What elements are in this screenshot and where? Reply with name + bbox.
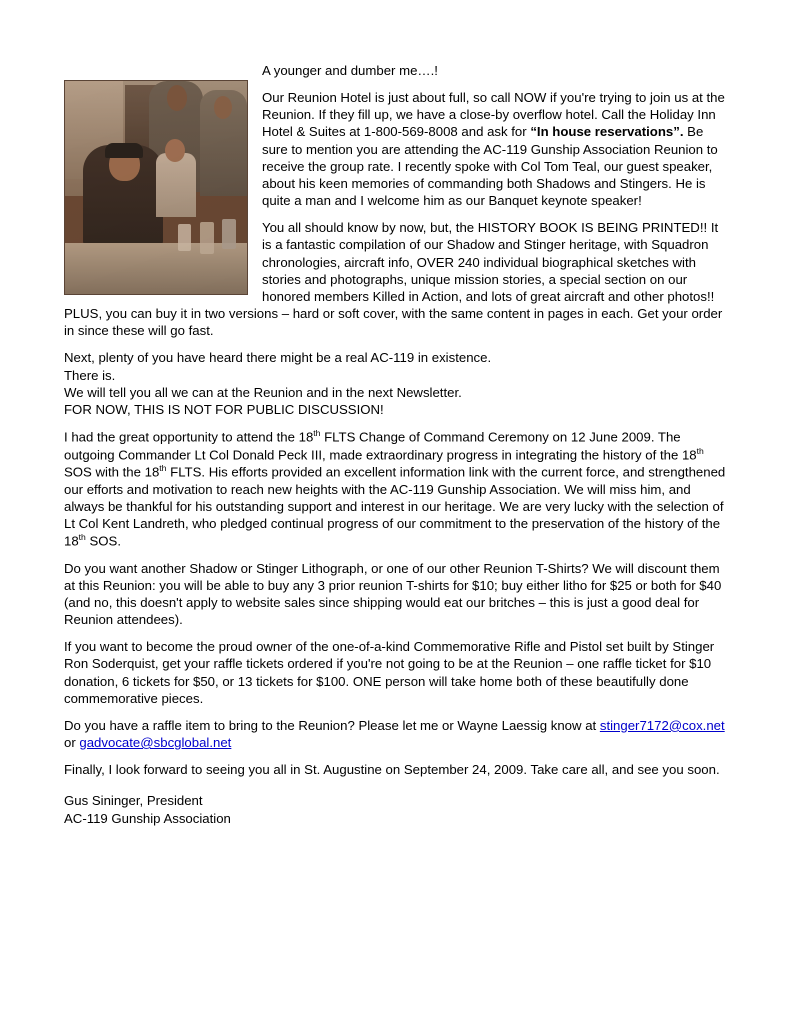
email-link-stinger7172[interactable]: stinger7172@cox.net: [599, 717, 725, 733]
coc-text-c: SOS with the 18: [64, 464, 160, 480]
paragraph-ac119-line3: We will tell you all we can at the Reunion and in the next Newsletter.: [64, 384, 462, 400]
in-house-reservations-bold: “In house reservations”.: [530, 124, 684, 140]
coc-text-d: FLTS. His efforts provided an excellent information link with the current force, and strengthened our efforts and motivation to reach new heights with the AC-119 Gunship Association. We will miss him, and always be thankful for his outstanding support and interest in our heritage. We are very lucky with the selection of Lt Col Kent Landreth, who pledged continual progress of our commitment to the preservation of the history of the 18: [64, 464, 726, 549]
paragraph-ac119-line2: There is.: [64, 367, 116, 383]
signature-name: Gus Sininger, President: [64, 793, 203, 809]
signature-organization: AC-119 Gunship Association: [64, 810, 231, 826]
email-link-gadvocate[interactable]: gadvocate@sbcglobal.net: [79, 735, 232, 751]
paragraph-raffle-rifle-pistol: If you want to become the proud owner of the one-of-a-kind Commemorative Rifle and Pistol set built by Stinger Ron Soderquist, get your raffle tickets ordered if you're not going to be at the Reunion – one raffle ticket for $10 donation, 6 tickets for $50, or 13 tickets for $100. ONE person will take home both of these beautifully done commemorative pieces.: [64, 639, 715, 706]
paragraph-ac119-line4: FOR NOW, THIS IS NOT FOR PUBLIC DISCUSSION!: [64, 401, 384, 417]
ordinal-suffix-1: th: [313, 427, 321, 438]
ordinal-suffix-4: th: [78, 532, 86, 543]
coc-text-a: I had the great opportunity to attend the 18: [64, 429, 314, 445]
email-separator: or: [64, 735, 80, 751]
signature-block: [64, 792, 727, 826]
raffle-item-lead: Do you have a raffle item to bring to the Reunion? Please let me or Wayne Laessig know at: [64, 717, 600, 733]
paragraph-change-of-command: [64, 428, 727, 550]
ordinal-suffix-2: th: [696, 445, 704, 456]
coc-text-b: FLTS Change of Command Ceremony on 12 June 2009. The outgoing Commander Lt Col Donald Peck III, made extraordinary progress in integrating the history of the 18: [64, 429, 697, 462]
hotel-text-part1: Our Reunion Hotel is just about full, so call NOW if you're trying to join us at the Reunion. If they fill up, we have a close-by overflow hotel. Call the Holiday Inn Hotel & Suites at 1-800-569-8008 and ask for: [262, 90, 725, 140]
paragraph-raffle-item: [64, 717, 727, 751]
paragraph-ac119-line1: Next, plenty of you have heard there might be a real AC-119 in existence.: [64, 350, 492, 366]
paragraph-history-book: You all should know by now, but, the HISTORY BOOK IS BEING PRINTED!! It is a fantastic compilation of our Shadow and Stinger heritage, with Squadron chronologies, aircraft info, OVER 240 individual biographical sketches with stories and photographs, unique mission stories, a special section on our honored members Killed in Action, and lots of great aircraft and other photos!! PLUS, you can buy it in two versions – hard or soft cover, with the same content in pages in each. Get your order in since these will go fast.: [64, 220, 723, 339]
photo-color-tint: [65, 81, 247, 294]
ordinal-suffix-3: th: [159, 463, 167, 474]
paragraph-closing: Finally, I look forward to seeing you all in St. Augustine on September 24, 2009. Take care all, and see you soon.: [64, 762, 720, 778]
paragraph-lithograph-tshirts: Do you want another Shadow or Stinger Lithograph, or one of our other Reunion T-Shirts? We will discount them at this Reunion: you will be able to buy any 3 prior reunion T-shirts for $10; buy either litho for $25 or both for $40 (and no, this doesn't apply to website sales since shipping would eat our britches – this is just a good deal for Reunion attendees).: [64, 560, 722, 628]
photo-caption: A younger and dumber me….!: [262, 63, 438, 78]
photo-of-men-at-table: [64, 80, 248, 295]
hotel-text-part2: Be sure to mention you are attending the AC-119 Gunship Association Reunion to receive the group rate. I recently spoke with Col Tom Teal, our guest speaker, about his keen memories of commanding both Shadows and Stingers. He is quite a man and I welcome him as our Banquet keynote speaker!: [262, 124, 718, 209]
coc-text-e: SOS.: [85, 533, 122, 549]
